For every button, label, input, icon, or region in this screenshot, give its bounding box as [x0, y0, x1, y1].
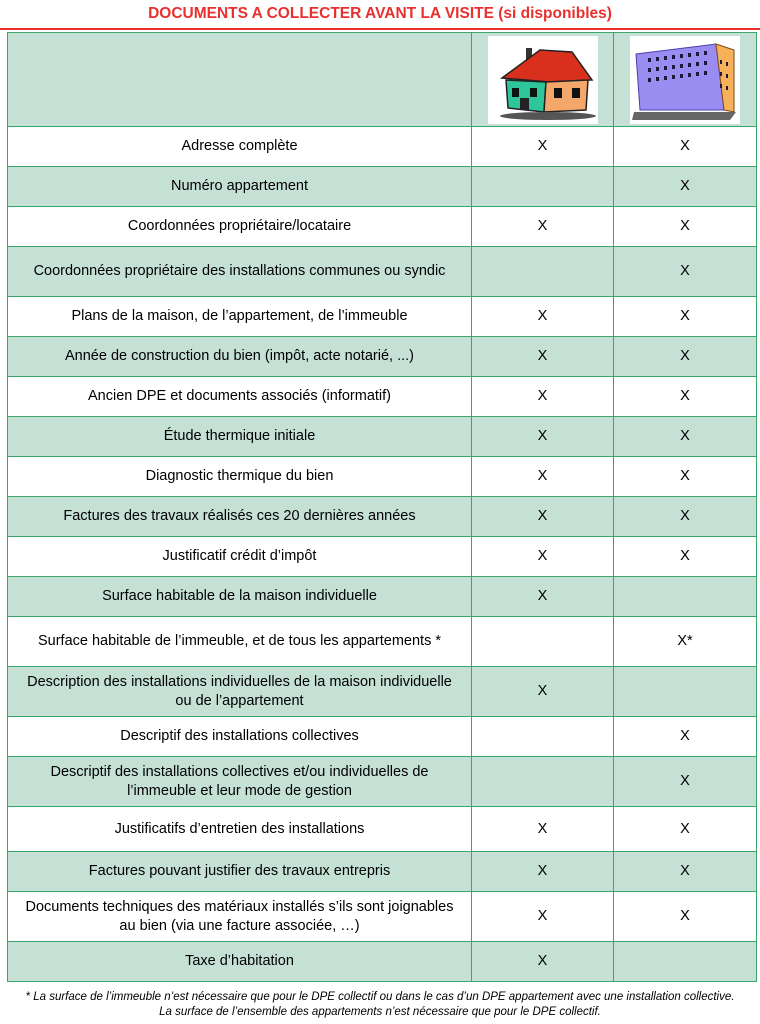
table-row [8, 207, 757, 247]
apartment-mark: X [614, 167, 757, 207]
apartment-mark: X [614, 892, 757, 942]
house-mark: X [472, 377, 614, 417]
apartment-mark: X* [614, 617, 757, 667]
table-row [8, 537, 757, 577]
apartment-mark: X [614, 497, 757, 537]
table-row [8, 297, 757, 337]
table-row [8, 417, 757, 457]
house-mark [472, 167, 614, 207]
table-row [8, 892, 757, 942]
table-row [8, 247, 757, 297]
apartment-mark: X [614, 717, 757, 757]
document-label: Justificatifs d’entretien des installations [8, 807, 472, 852]
apartment-mark [614, 667, 757, 717]
document-label: Surface habitable de la maison individuelle [8, 577, 472, 617]
document-label: Taxe d’habitation [8, 942, 472, 982]
document-label: Description des installations individuelles de la maison individuelle ou de l’appartement [8, 667, 472, 717]
apartment-mark: X [614, 247, 757, 297]
document-label: Numéro appartement [8, 167, 472, 207]
document-label: Ancien DPE et documents associés (informatif) [8, 377, 472, 417]
documents-table [7, 32, 757, 982]
document-label: Factures pouvant justifier des travaux entrepris [8, 852, 472, 892]
document-label: Factures des travaux réalisés ces 20 dernières années [8, 497, 472, 537]
document-label: Année de construction du bien (impôt, acte notarié, ...) [8, 337, 472, 377]
table-row [8, 942, 757, 982]
house-mark: X [472, 337, 614, 377]
table-row [8, 377, 757, 417]
table-row [8, 807, 757, 852]
house-mark [472, 717, 614, 757]
table-row [8, 497, 757, 537]
table-row [8, 852, 757, 892]
house-mark: X [472, 537, 614, 577]
house-mark: X [472, 577, 614, 617]
house-icon [488, 36, 598, 124]
table-header-row [8, 33, 757, 127]
house-mark: X [472, 127, 614, 167]
apartment-mark: X [614, 457, 757, 497]
apartment-mark [614, 942, 757, 982]
house-mark: X [472, 892, 614, 942]
table-row [8, 617, 757, 667]
header-house-cell [472, 33, 614, 127]
house-mark: X [472, 667, 614, 717]
apartment-mark: X [614, 127, 757, 167]
apartment-mark: X [614, 297, 757, 337]
table-row [8, 457, 757, 497]
apartment-mark: X [614, 537, 757, 577]
table-row [8, 337, 757, 377]
document-label: Coordonnées propriétaire/locataire [8, 207, 472, 247]
house-mark [472, 247, 614, 297]
apartment-mark [614, 577, 757, 617]
document-label: Surface habitable de l’immeuble, et de tous les appartements * [8, 617, 472, 667]
apartment-mark: X [614, 417, 757, 457]
header-apartment-cell [614, 33, 757, 127]
document-label: Étude thermique initiale [8, 417, 472, 457]
table-row [8, 757, 757, 807]
document-label: Descriptif des installations collectives [8, 717, 472, 757]
footnote: * La surface de l’immeuble n’est nécessaire que pour le DPE collectif ou dans le cas d’un DPE appartement avec une installation collective. La surface de l’ensemble des appartements n’est nécessaire que pour le DPE collectif. [25, 991, 735, 1018]
house-mark: X [472, 942, 614, 982]
house-mark [472, 757, 614, 807]
house-mark: X [472, 807, 614, 852]
document-label: Coordonnées propriétaire des installations communes ou syndic [8, 247, 472, 297]
apartment-mark: X [614, 852, 757, 892]
house-mark [472, 617, 614, 667]
apartment-mark: X [614, 337, 757, 377]
page-title: DOCUMENTS A COLLECTER AVANT LA VISITE (si disponibles) [0, 0, 760, 30]
document-label: Justificatif crédit d’impôt [8, 537, 472, 577]
house-mark: X [472, 497, 614, 537]
table-row [8, 717, 757, 757]
apartment-mark: X [614, 807, 757, 852]
document-label: Descriptif des installations collectives et/ou individuelles de l’immeuble et leur mode de gestion [8, 757, 472, 807]
table-row [8, 127, 757, 167]
document-label: Diagnostic thermique du bien [8, 457, 472, 497]
document-label: Documents techniques des matériaux installés s’ils sont joignables au bien (via une facture associée, …) [8, 892, 472, 942]
table-row [8, 577, 757, 617]
table-row [8, 167, 757, 207]
house-mark: X [472, 417, 614, 457]
apartment-mark: X [614, 207, 757, 247]
document-label: Plans de la maison, de l’appartement, de l’immeuble [8, 297, 472, 337]
document-label: Adresse complète [8, 127, 472, 167]
apartment-mark: X [614, 377, 757, 417]
apartment-mark: X [614, 757, 757, 807]
house-mark: X [472, 207, 614, 247]
table-row [8, 667, 757, 717]
header-empty-cell [8, 33, 472, 127]
house-mark: X [472, 297, 614, 337]
house-mark: X [472, 852, 614, 892]
apartment-building-icon [630, 36, 740, 124]
house-mark: X [472, 457, 614, 497]
